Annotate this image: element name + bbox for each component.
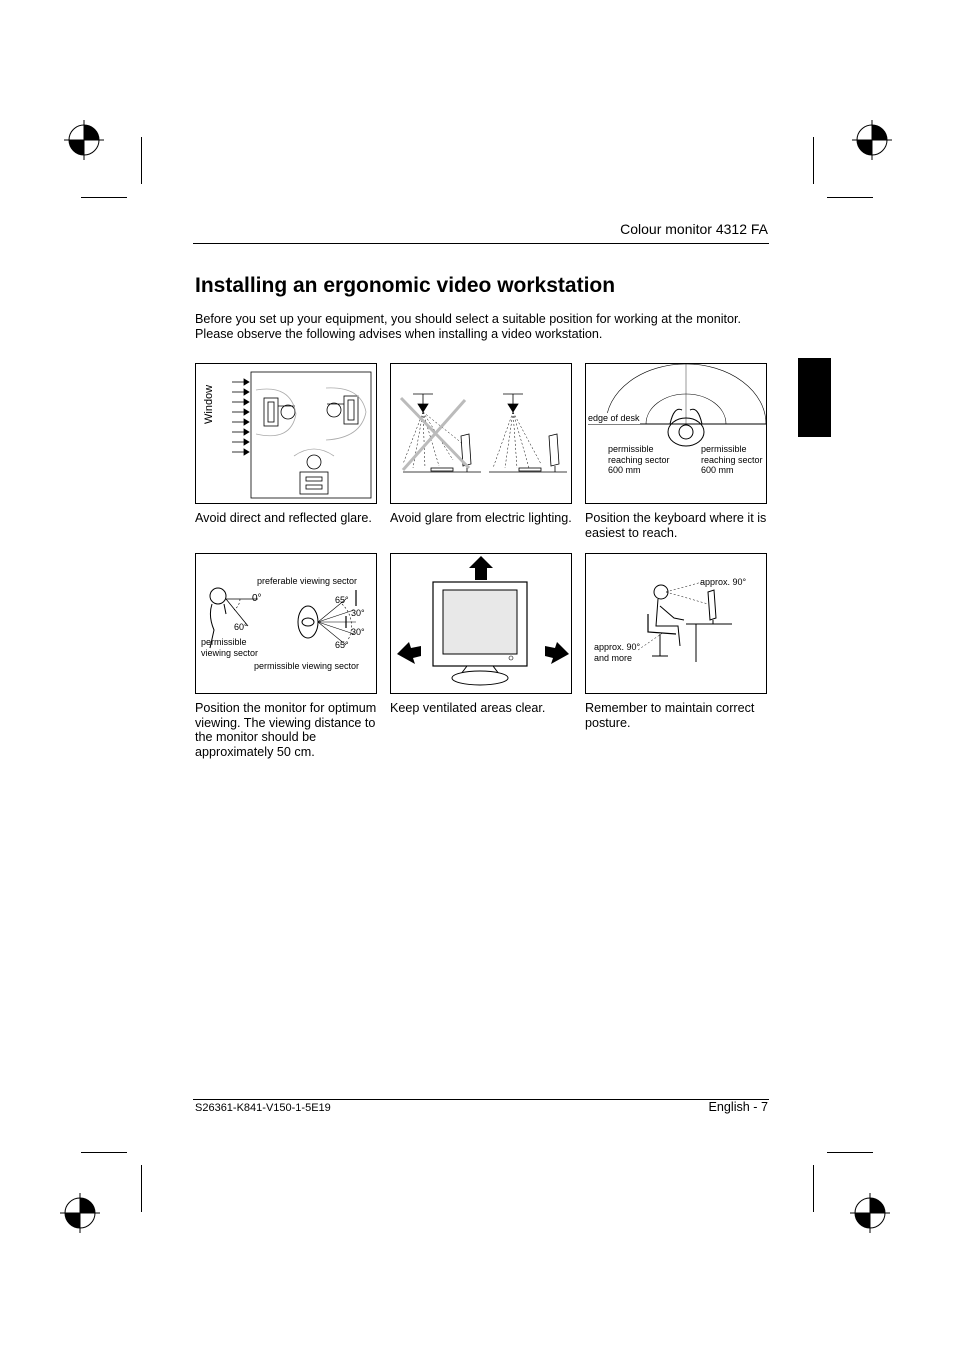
permissible-viewing-sector-bottom-label: permissible viewing sector — [254, 661, 360, 671]
footer-page-number: English - 7 — [708, 1100, 768, 1114]
edge-of-desk-label: edge of desk — [588, 413, 640, 423]
illustration-keyboard-reach — [585, 363, 767, 504]
footer-doc-id: S26361-K841-V150-1-5E19 — [195, 1102, 331, 1114]
illustration-posture — [585, 553, 767, 694]
crop-mark — [141, 137, 142, 184]
caption-posture: Remember to maintain correct posture. — [585, 701, 755, 730]
sixty-degree-label: 60° — [234, 622, 248, 632]
approx-90-top-label: approx. 90° — [700, 577, 747, 587]
crop-mark — [813, 1165, 814, 1212]
crop-mark — [141, 1165, 142, 1212]
illustration-electric-lighting — [390, 363, 572, 504]
angle-30-top-label: 30° — [351, 608, 365, 618]
registration-mark-icon — [60, 1193, 100, 1233]
footer-rule — [193, 1099, 769, 1100]
angle-65-bottom-label: 65° — [335, 640, 349, 650]
permissible-viewing-sector-left-label: permissible viewing sector — [201, 637, 259, 658]
header-rule — [193, 243, 769, 244]
registration-mark-icon — [850, 1193, 890, 1233]
crop-mark — [827, 1152, 873, 1153]
preferable-viewing-sector-label: preferable viewing sector — [257, 576, 358, 586]
right-reaching-sector-label: permissible reaching sector 600 mm — [701, 444, 763, 475]
window-label: Window — [203, 384, 215, 424]
page-title: Installing an ergonomic video workstation — [195, 274, 616, 297]
caption-ventilation: Keep ventilated areas clear. — [390, 701, 546, 715]
header-title: Colour monitor 4312 FA — [620, 221, 768, 237]
caption-electric-lighting: Avoid glare from electric lighting. — [390, 511, 572, 525]
language-tab — [798, 358, 831, 437]
crop-mark — [81, 197, 127, 198]
zero-degree-label: 0° — [252, 593, 262, 604]
angle-65-top-label: 65° — [335, 595, 349, 605]
keyboard-reach-drawing — [586, 364, 768, 505]
posture-drawing — [586, 554, 768, 695]
window-glare-drawing — [196, 364, 378, 505]
intro-paragraph: Before you set up your equipment, you should select a suitable position for working at the monitor. Please observe the following advises when installing a video workstation. — [195, 312, 742, 341]
electric-lighting-drawing — [391, 364, 573, 505]
angle-30-bottom-label: 30° — [351, 627, 365, 637]
caption-keyboard-reach: Position the keyboard where it is easiest to reach. — [585, 511, 767, 540]
ventilation-drawing — [391, 554, 573, 695]
registration-mark-icon — [852, 120, 892, 160]
registration-mark-icon — [64, 120, 104, 160]
approx-90-bottom-label: approx. 90° and more — [594, 642, 641, 663]
left-reaching-sector-label: permissible reaching sector 600 mm — [608, 444, 670, 475]
illustration-viewing-sector — [195, 553, 377, 694]
crop-mark — [813, 137, 814, 184]
illustration-ventilation — [390, 553, 572, 694]
caption-window-glare: Avoid direct and reflected glare. — [195, 511, 372, 525]
illustration-window-glare — [195, 363, 377, 504]
crop-mark — [827, 197, 873, 198]
crop-mark — [81, 1152, 127, 1153]
caption-viewing-sector: Position the monitor for optimum viewing. The viewing distance to the monitor should be approximately 50 cm. — [195, 701, 377, 759]
